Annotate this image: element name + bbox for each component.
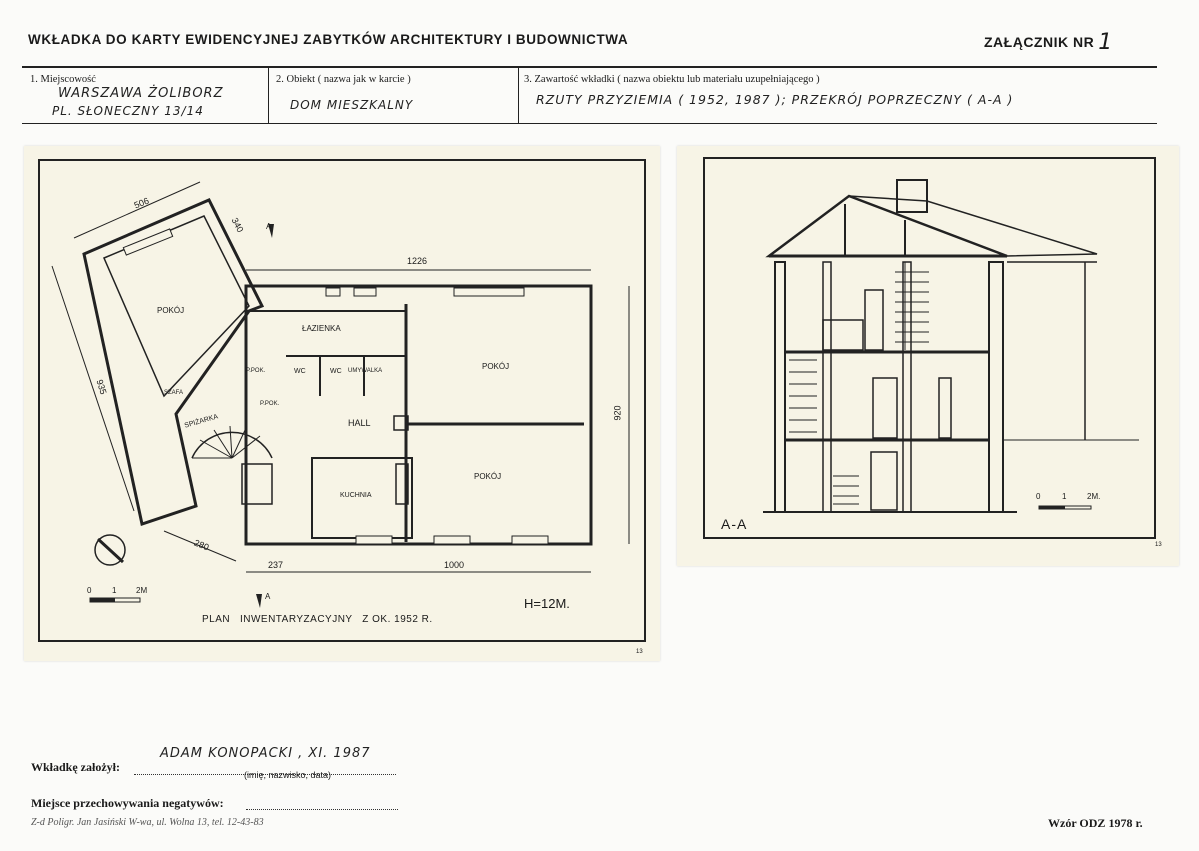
header-top-rule — [22, 66, 1157, 68]
annex-label — [984, 28, 1113, 53]
scale-2: 2M — [136, 586, 148, 595]
section-stair-basement — [833, 476, 859, 504]
section-scale-1: 1 — [1062, 492, 1067, 501]
room-label-hall: HALL — [348, 418, 371, 428]
room-label-umywalka: UMYWALKA — [348, 368, 383, 374]
section-sheet-number: 13 — [1155, 542, 1162, 548]
dim-920: 920 — [612, 405, 623, 421]
plan-wall-main — [246, 286, 591, 544]
plan-window — [354, 288, 376, 296]
section-wall-right — [989, 262, 1003, 512]
room-label-ppok-2: P.POK. — [260, 401, 280, 407]
storage-line — [246, 799, 398, 810]
field-divider-1 — [268, 67, 269, 123]
section-arrow-icon — [256, 594, 262, 608]
section-wall-mid — [823, 262, 831, 512]
founder-label: Wkładkę założył: — [31, 760, 120, 774]
plan-wall-wing — [84, 200, 262, 524]
section-chimney — [897, 180, 927, 212]
section-scale-0: 0 — [1036, 492, 1041, 501]
plan-frame — [39, 160, 645, 641]
floor-plan-drawing — [24, 146, 660, 661]
section-scale-bar-fill — [1039, 506, 1065, 509]
section-wall-mid-2 — [903, 262, 911, 512]
section-frame — [704, 158, 1155, 538]
storage-label: Miejsce przechowywania negatywów: — [31, 796, 224, 810]
annex-number: 1 — [1098, 30, 1113, 55]
dim-1000: 1000 — [444, 560, 465, 570]
contents-label: 3. Zawartość wkładki ( nazwa obiektu lub materiału uzupełniającego ) — [524, 74, 820, 85]
plan-sheet-number: 13 — [636, 649, 643, 655]
section-wall-left — [775, 262, 785, 512]
dim-1226: 1226 — [407, 256, 428, 266]
section-door-4 — [871, 452, 897, 510]
dim-935: 935 — [94, 378, 109, 396]
height-note: H=12M. — [524, 596, 570, 611]
scale-bar-fill — [90, 598, 115, 602]
plan-caption: PLAN INWENTARYZACYJNY Z OK. 1952 R. — [202, 614, 433, 625]
dim-340: 340 — [229, 216, 246, 234]
scale-0: 0 — [87, 586, 92, 595]
room-label-pokoj: POKÓJ — [157, 306, 185, 315]
section-roof-side — [849, 196, 1097, 256]
plan-window — [454, 288, 524, 296]
plan-window — [356, 536, 392, 544]
room-label-ppok: P.POK. — [246, 368, 266, 374]
section-stair-lower — [789, 360, 817, 432]
field-divider-2 — [518, 67, 519, 123]
form-version: Wzór ODZ 1978 r. — [1048, 816, 1143, 830]
section-door-3 — [939, 378, 951, 438]
annex-label-text: ZAŁĄCZNIK NR — [984, 34, 1095, 50]
plan-stair-steps — [192, 426, 260, 458]
room-label-wc-2: WC — [330, 368, 342, 375]
section-door-2 — [873, 378, 897, 438]
room-label-wc: WC — [294, 368, 306, 375]
room-label-spizarka: SPIŻARKA — [183, 413, 219, 430]
location-label: 1. Miejscowość — [30, 74, 96, 85]
location-value-line1: WARSZAWA ŻOLIBORZ — [58, 86, 224, 101]
section-mark-bottom: A — [265, 592, 271, 601]
dim-237: 237 — [268, 560, 284, 570]
section-balustrade — [823, 320, 863, 350]
object-label: 2. Obiekt ( nazwa jak w karcie ) — [276, 74, 411, 85]
room-label-szafa: SZAFA — [164, 390, 184, 396]
section-mark-top: A — [266, 222, 272, 231]
object-value: DOM MIESZKALNY — [290, 98, 414, 112]
contents-value: RZUTY PRZYZIEMIA ( 1952, 1987 ); PRZEKRÓJ POPRZECZNY ( A-A ) — [536, 92, 1014, 107]
plan-window — [512, 536, 548, 544]
plan-window — [326, 288, 340, 296]
section-drawing — [677, 146, 1179, 566]
founder-hint: (imię, nazwisko, data) — [244, 770, 332, 780]
founder-value: ADAM KONOPACKI , XI. 1987 — [160, 746, 371, 761]
header-bottom-rule — [22, 123, 1157, 124]
room-label-pokoj-bottom: POKÓJ — [474, 472, 502, 481]
printer-info: Z-d Poligr. Jan Jasiński W-wa, ul. Wolna 13, tel. 12-43-83 — [31, 817, 264, 828]
room-label-lazienka: ŁAZIENKA — [302, 324, 341, 333]
room-label-pokoj-right: POKÓJ — [482, 362, 510, 371]
dim-280: 280 — [192, 537, 211, 553]
section-sheet — [677, 146, 1179, 566]
section-door — [865, 290, 883, 350]
room-label-kuchnia: KUCHNIA — [340, 492, 372, 499]
north-arrow-needle — [98, 539, 123, 562]
section-label: A-A — [721, 516, 748, 532]
floor-plan-sheet — [24, 146, 660, 661]
location-value-line2: PL. SŁONECZNY 13/14 — [52, 104, 204, 118]
scale-1: 1 — [112, 586, 117, 595]
plan-window — [434, 536, 470, 544]
section-roof — [769, 196, 1007, 256]
dim-506: 506 — [132, 195, 151, 211]
section-scale-2: 2M. — [1087, 492, 1101, 501]
form-title: WKŁADKA DO KARTY EWIDENCYJNEJ ZABYTKÓW ARCHITEKTURY I BUDOWNICTWA — [28, 32, 629, 47]
section-stair-upper — [895, 262, 929, 350]
